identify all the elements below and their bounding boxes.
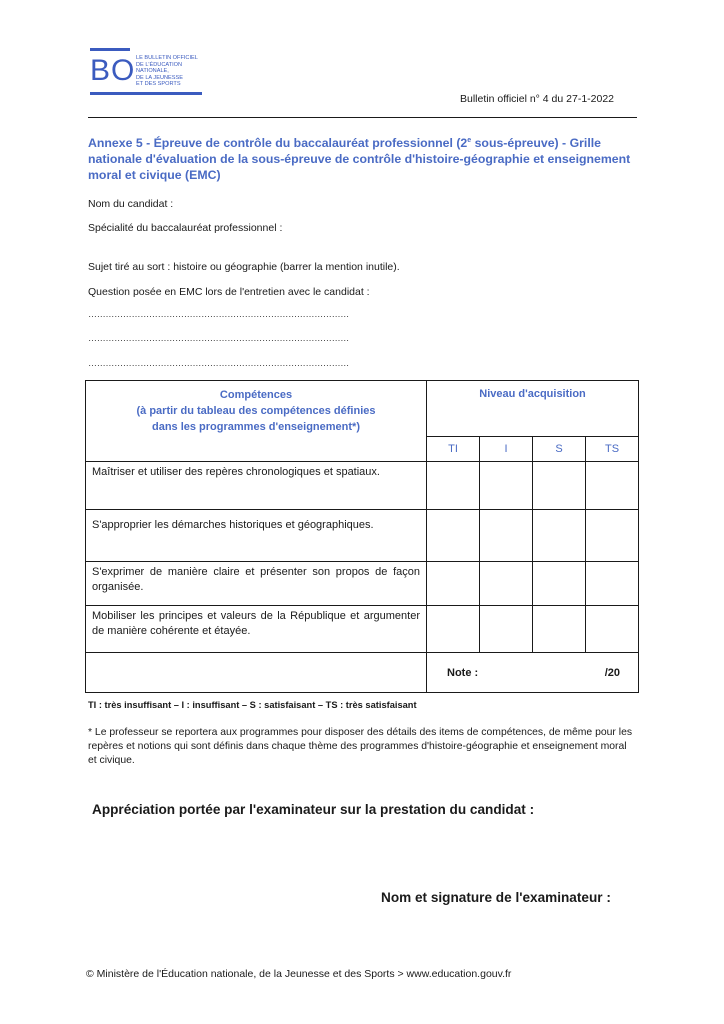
examiner-signature-heading: Nom et signature de l'examinateur : (381, 890, 611, 905)
logo-bar-top (90, 48, 130, 51)
logo-bar-bottom (90, 92, 202, 95)
score-cell[interactable] (427, 510, 480, 562)
score-cell[interactable] (586, 562, 639, 606)
score-cell[interactable] (480, 606, 533, 653)
note-empty-cell (86, 653, 427, 693)
subject-field: Sujet tiré au sort : histoire ou géographie (barrer la mention inutile). (88, 261, 400, 273)
candidate-name-field: Nom du candidat : (88, 198, 174, 210)
level-s: S (533, 437, 586, 462)
annex-title-part2: sous-épreuve) - Grille nationale d'évaluation de la sous-épreuve de contrôle d'histoire-géographie et enseignement moral et civique (EMC) (88, 136, 631, 183)
answer-line: ……………………………………………………………………………… (88, 333, 350, 343)
page-footer: © Ministère de l'Éducation nationale, de la Jeunesse et des Sports > www.education.gouv.fr (86, 968, 512, 980)
table-row (86, 562, 639, 606)
annex-title (88, 133, 648, 183)
competence-label: Mobiliser les principes et valeurs de la République et argumenter de manière cohérente et étayée. (86, 606, 427, 653)
logo-text: BO (90, 54, 136, 87)
footnote: * Le professeur se reportera aux programmes pour disposer des détails des items de compétences, de même pour les repères et notions qui sont définis dans chaque thème des programmes d'histoire-géographie et enseignement moral et civique. (88, 727, 633, 766)
answer-line: ……………………………………………………………………………… (88, 309, 350, 319)
score-cell[interactable] (586, 510, 639, 562)
level-ti: TI (427, 437, 480, 462)
score-cell[interactable] (427, 562, 480, 606)
score-cell[interactable] (533, 562, 586, 606)
score-cell[interactable] (586, 606, 639, 653)
annex-title-part1: Annexe 5 - Épreuve de contrôle du baccalauréat professionnel (2 (88, 136, 468, 151)
competence-label: S'exprimer de manière claire et présenter son propos de façon organisée. (86, 562, 427, 606)
score-cell[interactable] (480, 510, 533, 562)
answer-line: ……………………………………………………………………………… (88, 358, 350, 368)
score-cell[interactable] (480, 462, 533, 510)
header-rule (88, 117, 637, 118)
score-cell[interactable] (533, 462, 586, 510)
acquisition-level-header: Niveau d'acquisition (427, 381, 639, 437)
specialty-field: Spécialité du baccalauréat professionnel : (88, 222, 283, 234)
score-cell[interactable] (586, 462, 639, 510)
annex-title-sup: e (467, 137, 472, 144)
logo-line: DE LA JEUNESSE (136, 74, 183, 81)
bo-logo (90, 48, 210, 98)
note-label: Note : (447, 666, 479, 679)
score-cell[interactable] (533, 510, 586, 562)
logo-line: LE BULLETIN OFFICIEL (136, 55, 198, 61)
level-ts: TS (586, 437, 639, 462)
competence-label: S'approprier les démarches historiques et géographiques. (86, 510, 427, 562)
appreciation-heading: Appréciation portée par l'examinateur sur la prestation du candidat : (92, 802, 535, 817)
competence-label: Maîtriser et utiliser des repères chronologiques et spatiaux. (86, 462, 427, 510)
table-row (86, 510, 639, 562)
score-cell[interactable] (480, 562, 533, 606)
table-row (86, 606, 639, 653)
table-row (86, 462, 639, 510)
question-field: Question posée en EMC lors de l'entretien avec le candidat : (88, 286, 370, 298)
logo-line: DE L'ÉDUCATION (136, 61, 183, 68)
logo-line: NATIONALE, (136, 68, 169, 75)
bulletin-reference: Bulletin officiel n° 4 du 27-1-2022 (460, 93, 615, 105)
score-cell[interactable] (427, 606, 480, 653)
logo-subtitle (136, 55, 206, 88)
score-cell[interactable] (427, 462, 480, 510)
logo-line: ET DES SPORTS (136, 81, 181, 88)
note-row (86, 653, 639, 693)
level-i: I (480, 437, 533, 462)
note-max: /20 (604, 666, 621, 679)
competences-header: Compétences (à partir du tableau des compétences définies dans les programmes d'enseignement*) (86, 381, 427, 462)
evaluation-grid (85, 380, 639, 693)
note-cell[interactable] (427, 653, 639, 693)
score-cell[interactable] (533, 606, 586, 653)
level-legend: TI : très insuffisant – I : insuffisant – S : satisfaisant – TS : très satisfaisant (88, 700, 417, 710)
